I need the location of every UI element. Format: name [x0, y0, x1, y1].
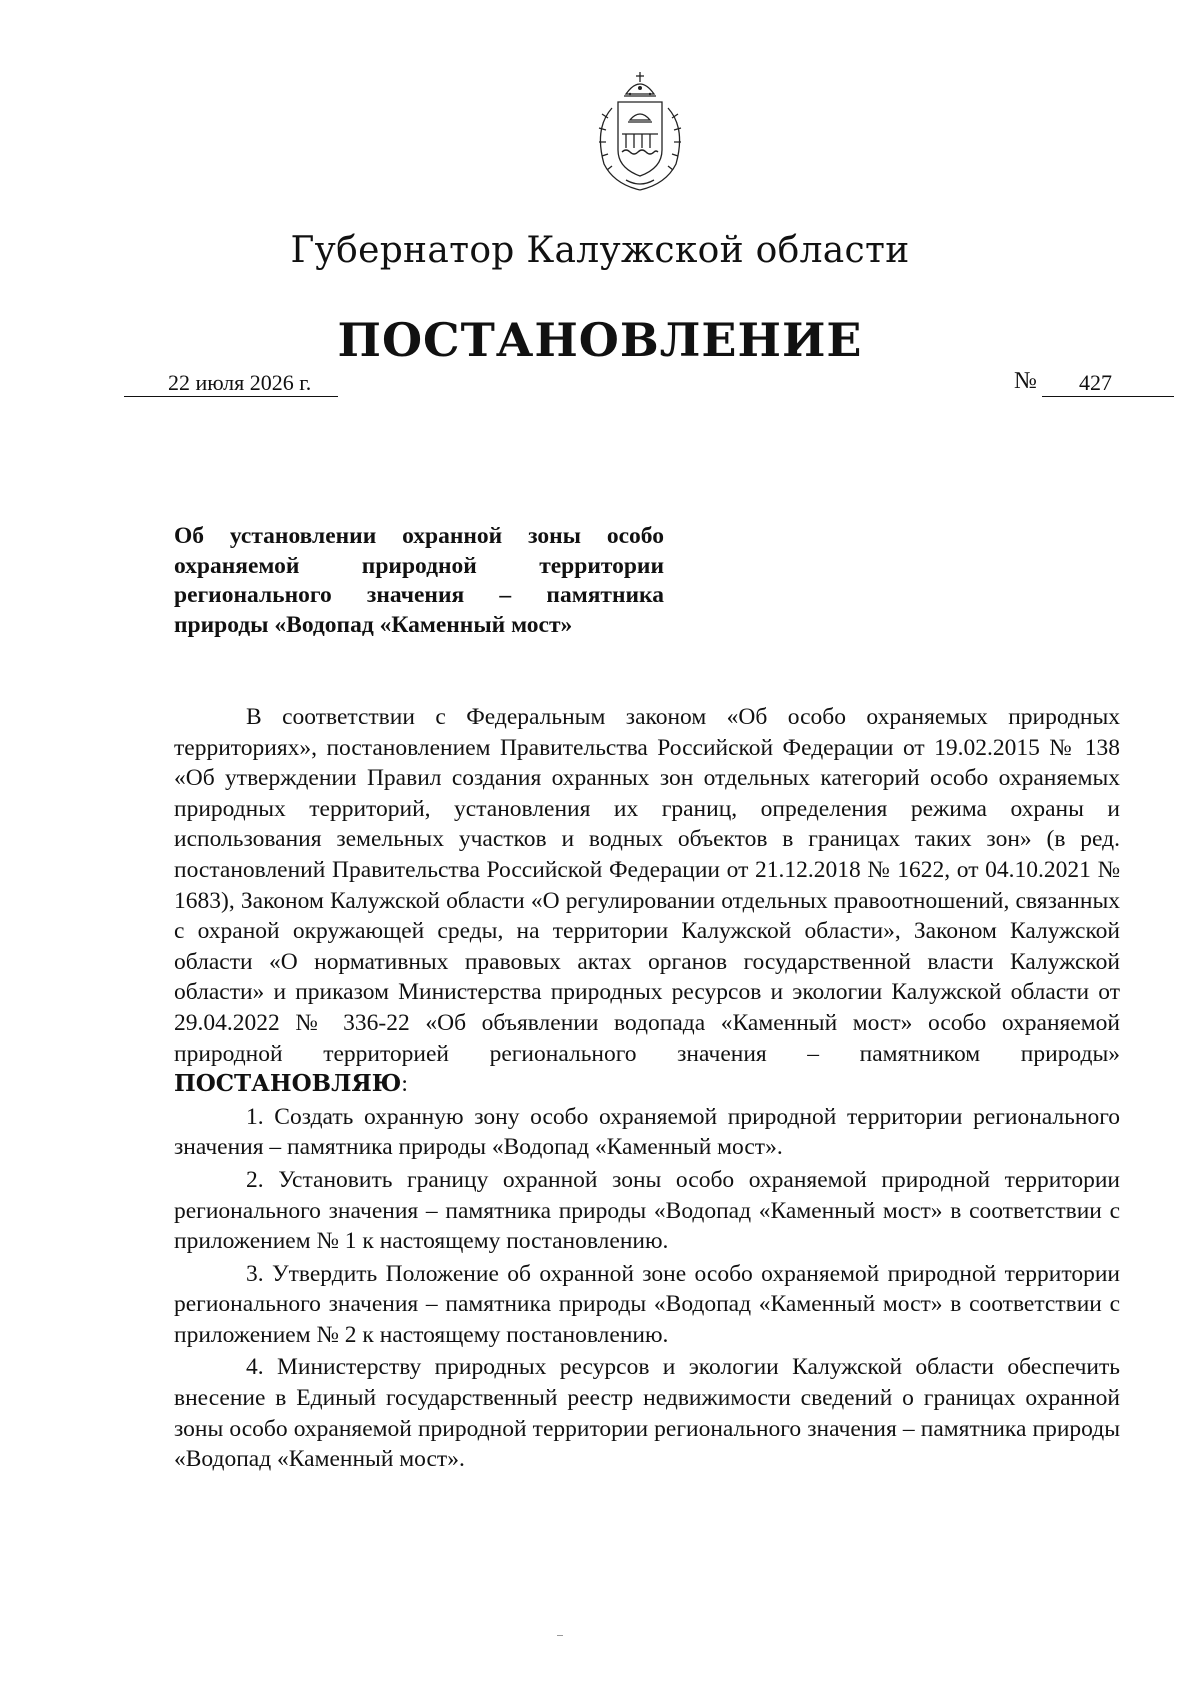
- decree-item-4: 4. Министерству природных ресурсов и экологии Калужской области обеспечить внесение в Единый государственный реестр недвижимости сведений о границах охранной зоны особо охраняемой природной территории регионального значения – памятника природы «Водопад «Каменный мост».: [174, 1354, 1120, 1473]
- number-underline: [1042, 396, 1174, 397]
- decree-item-3: 3. Утвердить Положение об охранной зоне особо охраняемой природной территории регионального значения – памятника природы «Водопад «Каменный мост» в соответствии с приложением № 2 к настоящему постановлению.: [174, 1260, 1120, 1348]
- document-heading: [174, 522, 664, 640]
- document-type: ПОСТАНОВЛЕНИЕ: [337, 313, 863, 367]
- date-underline: [124, 396, 338, 397]
- number-sign: №: [1014, 368, 1037, 394]
- heading-line: охраняемой природной территории: [174, 552, 664, 579]
- scan-mark: [557, 1635, 563, 1636]
- decree-item-2: 2. Установить границу охранной зоны особо охраняемой природной территории регионального значения – памятника природы «Водопад «Каменный мост» в соответствии с приложением № 1 к настоящему постановлению.: [174, 1166, 1120, 1255]
- decree-word: ПОСТАНОВЛЯЮ: [174, 1070, 402, 1098]
- decree-item-1: 1. Создать охранную зону особо охраняемой природной территории регионального значения – памятника природы «Водопад «Каменный мост».: [174, 1103, 1120, 1161]
- document-date: 22 июля 2026 г.: [168, 370, 312, 395]
- document-body: [174, 702, 1120, 1475]
- document-number: 427: [1079, 370, 1112, 395]
- heading-line: Об установлении охранной зоны особо: [174, 523, 664, 549]
- preamble-text: В соответствии с Федеральным законом «Об особо охраняемых природных территориях», постановлением Правительства Российской Федерации от 19.02.2015 № 138 «Об утверждении Правил создания охранных зон отдельных категорий особо охраняемых природных территорий, установления их границ, определения режима охраны и использования земельных участков и водных объектов в границах таких зон» (в ред. постановлений Правительства Российской Федерации от 21.12.2018 № 1622, от 04.10.2021 № 1683), Законом Калужской области «О регулировании отдельных правоотношений, связанных с охраной окружающей среды, на территории Калужской области», Законом Калужской области «О нормативных правовых актах органов государственной власти Калужской области» и приказом Министерства природных ресурсов и экологии Калужской области от 29.04.2022 № 336-22 «Об объявлении водопада «Каменный мост» особо охраняемой природной территорией регионального значения – памятником природы»: [174, 704, 1120, 1067]
- coat-of-arms-icon: [590, 68, 690, 198]
- issuing-authority: Губернатор Калужской области: [290, 230, 910, 271]
- heading-line: природы «Водопад «Каменный мост»: [174, 611, 573, 638]
- heading-line: регионального значения – памятника: [174, 582, 664, 608]
- preamble-paragraph: [174, 702, 1120, 1100]
- decree-colon: :: [401, 1071, 408, 1098]
